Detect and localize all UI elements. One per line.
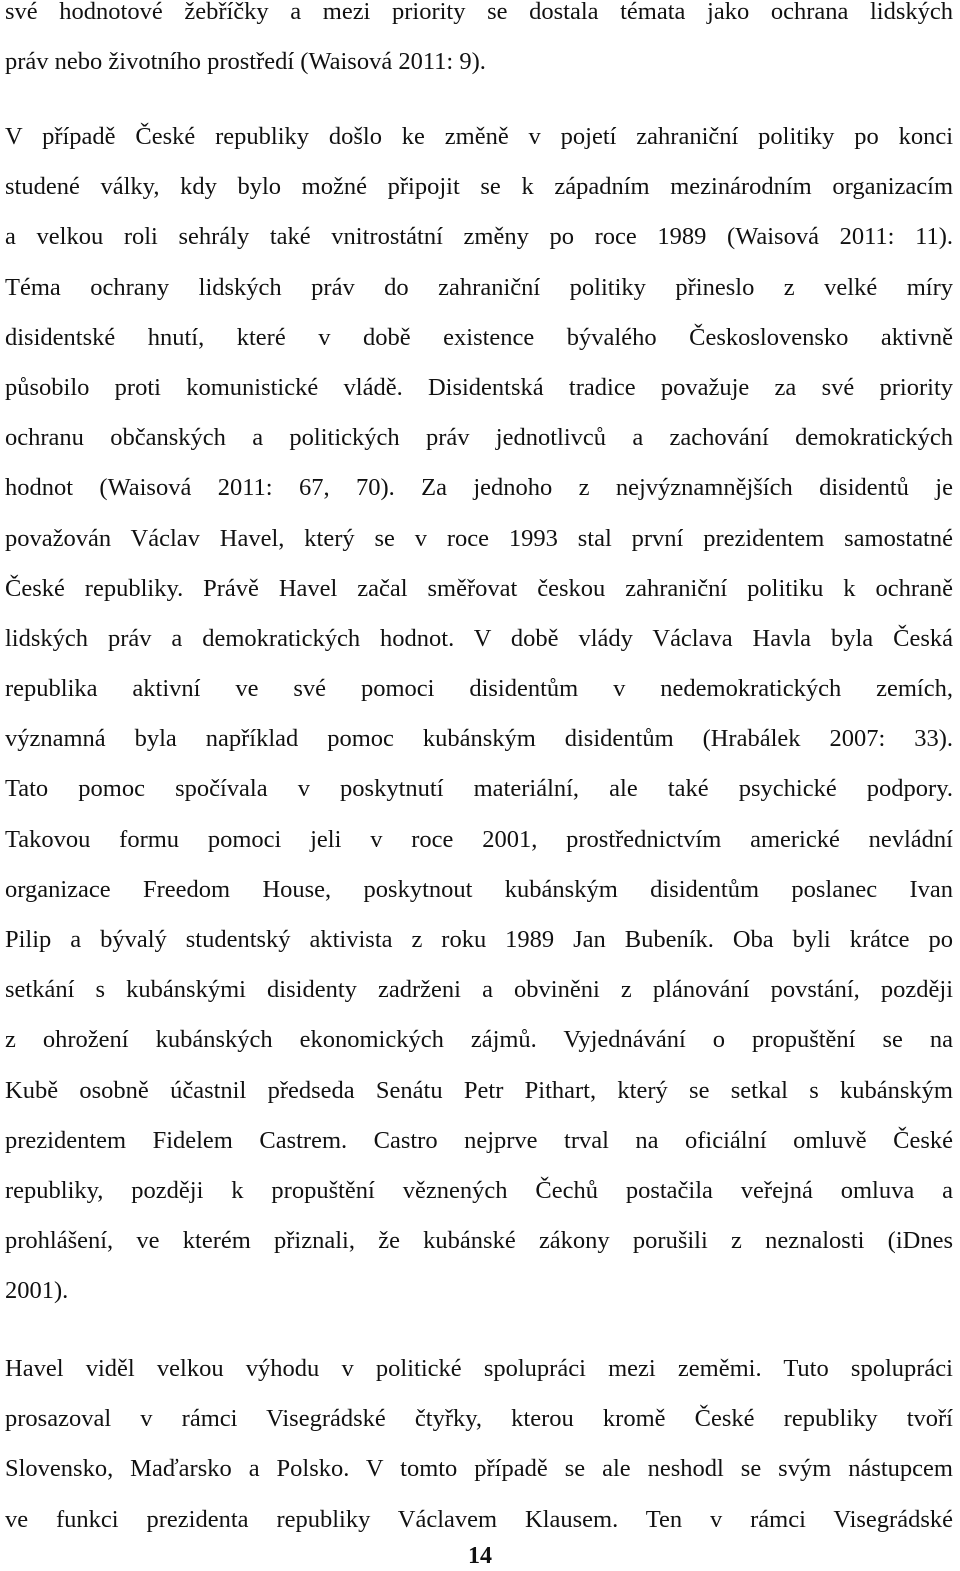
text-line: setkání s kubánskými disidenty zadrženi a obviněni z plánování povstání, později bbox=[5, 976, 953, 1004]
text-line: Slovensko, Maďarsko a Polsko. V tomto případě se ale neshodl se svým nástupcem bbox=[5, 1455, 953, 1483]
text-line: republiky, později k propuštění věznených Čechů postačila veřejná omluva a bbox=[5, 1176, 953, 1204]
text-line: ve funkci prezidenta republiky Václavem Klausem. Ten v rámci Visegrádské bbox=[5, 1505, 953, 1533]
text-line: disidentské hnutí, které v době existence bývalého Československo aktivně bbox=[5, 323, 953, 351]
text-line: působilo proti komunistické vládě. Disidentská tradice považuje za své priority bbox=[5, 373, 953, 401]
text-line: Kubě osobně účastnil předseda Senátu Petr Pithart, který se setkal s kubánským bbox=[5, 1076, 953, 1104]
text-line: České republiky. Právě Havel začal směřovat českou zahraniční politiku k ochraně bbox=[5, 574, 953, 602]
text-line: prosazoval v rámci Visegrádské čtyřky, kterou kromě České republiky tvoří bbox=[5, 1405, 953, 1433]
text-line: lidských práv a demokratických hodnot. V době vlády Václava Havla byla Česká bbox=[5, 624, 953, 652]
text-line: 2001). bbox=[5, 1277, 69, 1305]
paragraph-continued bbox=[5, 0, 953, 87]
page-number: 14 bbox=[468, 1543, 492, 1569]
text-line: Havel viděl velkou výhodu v politické spolupráci mezi zeměmi. Tuto spolupráci bbox=[5, 1355, 953, 1382]
text-line: republika aktivní ve své pomoci disidentům v nedemokratických zemích, bbox=[5, 675, 953, 703]
text-line: ochranu občanských a politických práv jednotlivců a zachování demokratických bbox=[5, 424, 953, 452]
text-line: V případě České republiky došlo ke změně v pojetí zahraniční politiky po konci bbox=[5, 123, 953, 150]
text-line: považován Václav Havel, který se v roce 1993 stal první prezidentem samostatné bbox=[5, 524, 953, 552]
text-line: Takovou formu pomoci jeli v roce 2001, prostřednictvím americké nevládní bbox=[5, 825, 953, 853]
text-line: prezidentem Fidelem Castrem. Castro nejprve trval na oficiální omluvě České bbox=[5, 1126, 953, 1154]
text-line: Pilip a bývalý studentský aktivista z roku 1989 Jan Bubeník. Oba byli krátce po bbox=[5, 926, 953, 953]
text-line: prohlášení, ve kterém přiznali, že kubánské zákony porušili z neznalosti (iDnes bbox=[5, 1227, 953, 1255]
text-line: Tato pomoc spočívala v poskytnutí materiální, ale také psychické podpory. bbox=[5, 775, 953, 803]
text-line: práv nebo životního prostředí (Waisová 2011: 9). bbox=[5, 48, 486, 76]
text-line: hodnot (Waisová 2011: 67, 70). Za jednoho z nejvýznamnějších disidentů je bbox=[5, 474, 953, 502]
text-line: významná byla například pomoc kubánským disidentům (Hrabálek 2007: 33). bbox=[5, 725, 953, 753]
text-line: organizace Freedom House, poskytnout kubánským disidentům poslanec Ivan bbox=[5, 875, 953, 903]
text-line: Téma ochrany lidských práv do zahraniční politiky přineslo z velké míry bbox=[5, 273, 953, 301]
paragraph-czech-foreign-policy bbox=[5, 112, 953, 1317]
text-line: a velkou roli sehrály také vnitrostátní změny po roce 1989 (Waisová 2011: 11). bbox=[5, 223, 953, 251]
text-line: z ohrožení kubánských ekonomických zájmů. Vyjednávání o propuštění se na bbox=[5, 1026, 953, 1054]
text-line: studené války, kdy bylo možné připojit se k západním mezinárodním organizacím bbox=[5, 173, 953, 201]
paragraph-visegrad bbox=[5, 1344, 953, 1545]
text-line: své hodnotové žebříčky a mezi priority se dostala témata jako ochrana lidských bbox=[5, 0, 953, 25]
